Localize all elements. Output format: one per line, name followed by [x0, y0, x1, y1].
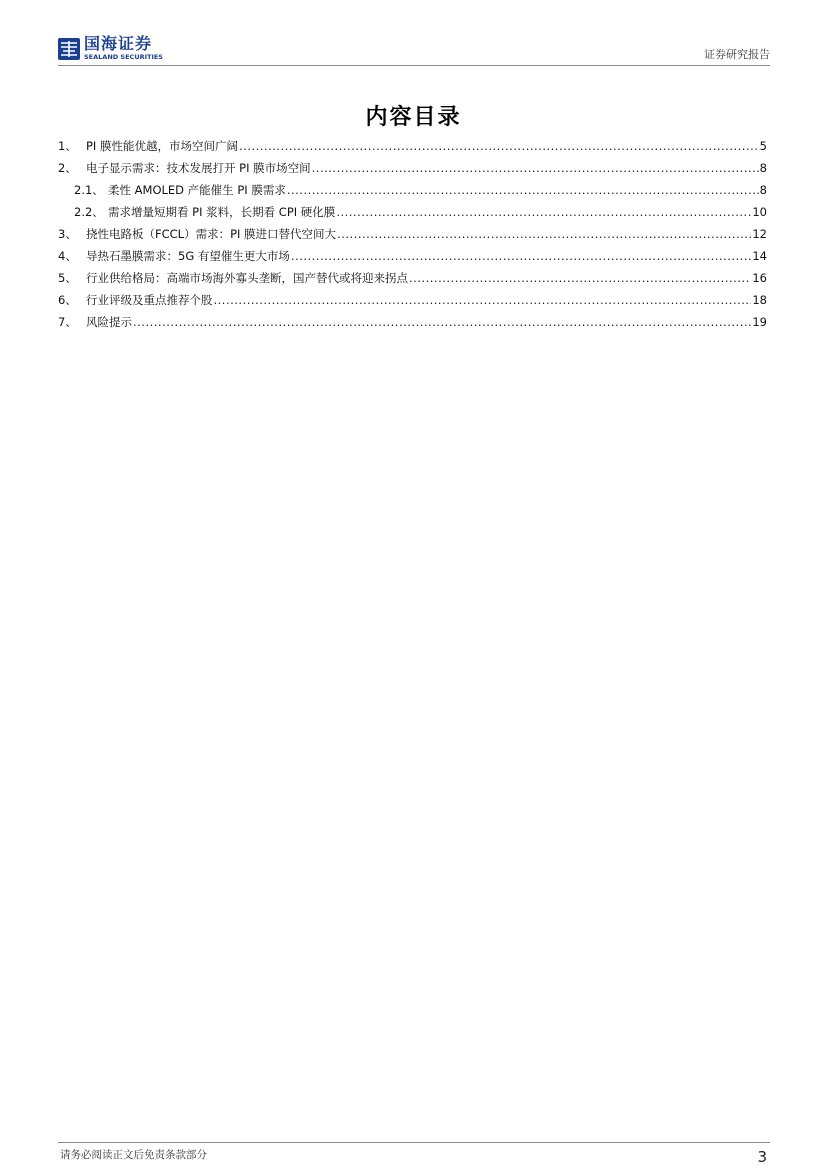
sealand-logo-icon — [58, 38, 80, 60]
toc-entry[interactable] — [58, 270, 767, 292]
logo-chinese-name: 国海证券 — [84, 34, 153, 53]
toc-entry-number: 1、 — [58, 139, 77, 153]
company-logo — [58, 36, 188, 64]
header-divider — [58, 65, 770, 66]
toc-entry[interactable] — [58, 138, 767, 160]
toc-entry-page: 16 — [752, 271, 767, 285]
toc-title: 内容目录 — [365, 105, 462, 130]
toc-leader-dots — [214, 293, 752, 307]
toc-leader-dots — [337, 227, 751, 241]
toc-entry[interactable] — [58, 248, 767, 270]
toc-entry-page: 14 — [752, 249, 767, 263]
toc-entry-number: 2.1、 — [74, 183, 104, 197]
toc-entry[interactable] — [58, 292, 767, 314]
toc-entry-page: 10 — [752, 205, 767, 219]
toc-entry-title: 行业供给格局：高端市场海外寡头垄断，国产替代或将迎来拐点 — [86, 271, 408, 285]
toc-entry-number: 4、 — [58, 249, 77, 263]
toc-subentry[interactable] — [58, 204, 767, 226]
toc-entry-page: 8 — [759, 161, 767, 175]
toc-entry-number: 2.2、 — [74, 205, 104, 219]
toc-entry-number: 2、 — [58, 161, 77, 175]
toc-leader-dots — [291, 249, 751, 263]
toc-entry-page: 12 — [752, 227, 767, 241]
toc-entry-number: 7、 — [58, 315, 77, 329]
toc-leader-dots — [336, 205, 751, 219]
logo-english-name: SEALAND SECURITIES — [84, 53, 163, 61]
toc-entry-page: 5 — [759, 139, 767, 153]
toc-entry-number: 5、 — [58, 271, 77, 285]
toc-entry[interactable] — [58, 226, 767, 248]
toc-entry-page: 8 — [759, 183, 767, 197]
page-number: 3 — [757, 1148, 767, 1166]
toc-entry-title: 导热石墨膜需求：5G 有望催生更大市场 — [86, 249, 290, 263]
footer-divider — [58, 1142, 770, 1143]
toc-leader-dots — [312, 161, 759, 175]
toc-entry-title: 电子显示需求：技术发展打开 PI 膜市场空间 — [86, 161, 311, 175]
page-header — [58, 34, 770, 66]
toc-leader-dots — [287, 183, 759, 197]
toc-entry-title: 风险提示 — [86, 315, 132, 329]
report-type-label: 证券研究报告 — [704, 48, 770, 61]
toc-entry-number: 3、 — [58, 227, 77, 241]
toc-entry[interactable] — [58, 314, 767, 336]
toc-entry-title: 挠性电路板（FCCL）需求：PI 膜进口替代空间大 — [86, 227, 337, 241]
toc-entry[interactable] — [58, 160, 767, 182]
toc-entry-page: 19 — [752, 315, 767, 329]
toc-subentry[interactable] — [58, 182, 767, 204]
toc-leader-dots — [133, 315, 751, 329]
toc-entry-page: 18 — [752, 293, 767, 307]
toc-leader-dots — [239, 139, 759, 153]
toc-entry-title: 行业评级及重点推荐个股 — [86, 293, 213, 307]
toc-entry-title: 需求增量短期看 PI 浆料，长期看 CPI 硬化膜 — [108, 205, 336, 219]
toc-entry-title: 柔性 AMOLED 产能催生 PI 膜需求 — [108, 183, 286, 197]
toc-leader-dots — [409, 271, 751, 285]
toc-entry-title: PI 膜性能优越，市场空间广阔 — [86, 139, 238, 153]
disclaimer-note: 请务必阅读正文后免责条款部分 — [60, 1149, 207, 1161]
table-of-contents — [58, 138, 767, 336]
toc-entry-number: 6、 — [58, 293, 77, 307]
